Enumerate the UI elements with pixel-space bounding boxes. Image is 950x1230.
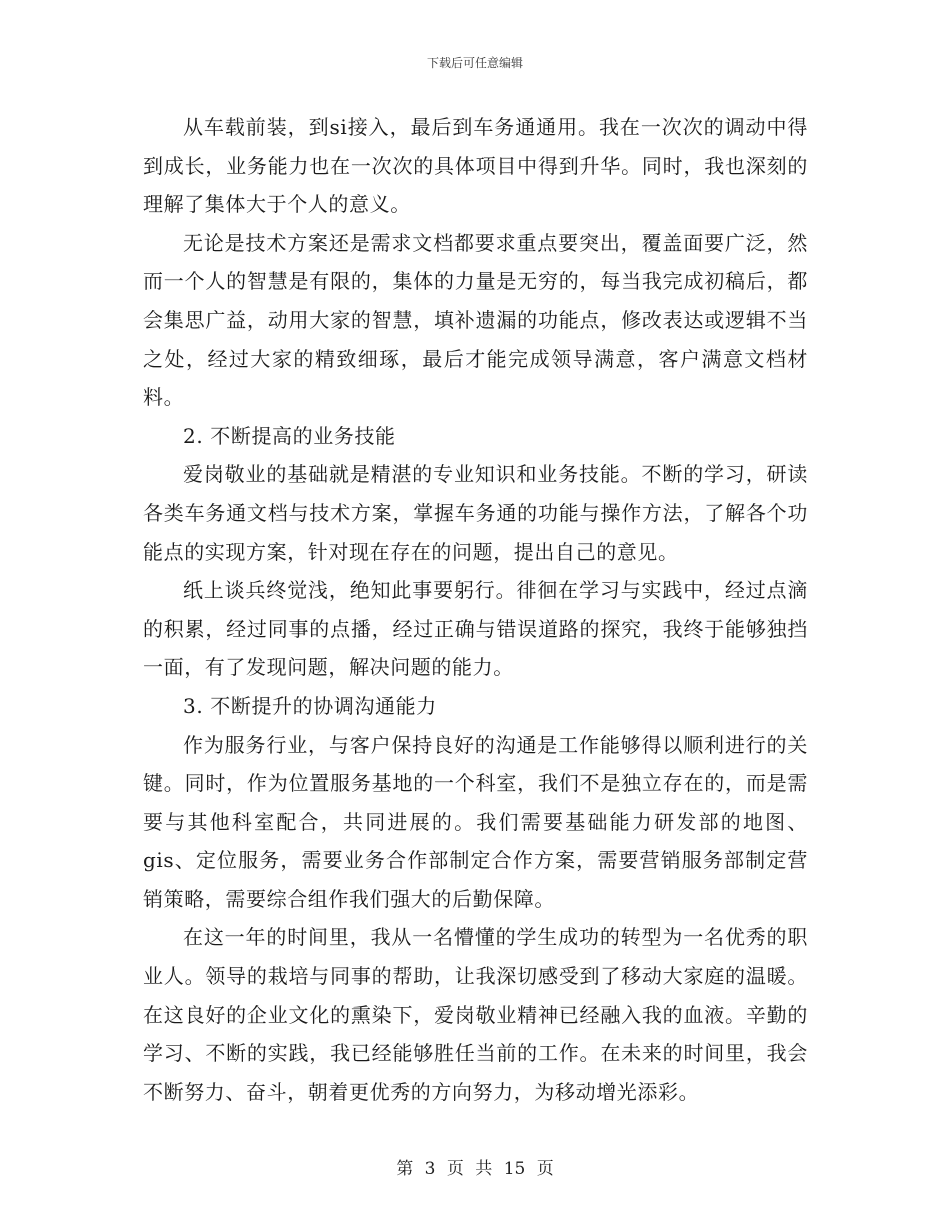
paragraph: 从车载前装，到si接入，最后到车务通通用。我在一次次的调动中得到成长，业务能力也在一次次的具体项目中得到升华。同时，我也深刻的理解了集体大于个人的意义。 xyxy=(143,115,808,217)
page-number-footer: 第 3 页 共 15 页 xyxy=(396,1159,554,1179)
paragraph: 爱岗敬业的基础就是精湛的专业知识和业务技能。不断的学习，研读各类车务通文档与技术方案，掌握车务通的功能与操作方法，了解各个功能点的实现方案，针对现在存在的问题，提出自己的意见。 xyxy=(143,462,808,564)
section-heading: 2. 不断提高的业务技能 xyxy=(183,423,396,448)
paragraph: 作为服务行业，与客户保持良好的沟通是工作能够得以顺利进行的关键。同时，作为位置服务基地的一个科室，我们不是独立存在的，而是需要与其他科室配合，共同进展的。我们需要基础能力研发部的地图、gis、定位服务，需要业务合作部制定合作方案，需要营销服务部制定营销策略，需要综合组作我们强大的后勤保障。 xyxy=(143,732,808,911)
section-heading: 3. 不断提升的协调沟通能力 xyxy=(183,693,437,718)
document-body xyxy=(143,108,808,1111)
page-header: 下载后可任意编辑 xyxy=(426,56,523,70)
paragraph: 无论是技术方案还是需求文档都要求重点要突出，覆盖面要广泛，然而一个人的智慧是有限的，集体的力量是无穷的，每当我完成初稿后，都会集思广益，动用大家的智慧，填补遗漏的功能点，修改表达或逻辑不当之处，经过大家的精致细琢，最后才能完成领导满意，客户满意文档材料。 xyxy=(143,230,808,410)
paragraph: 纸上谈兵终觉浅，绝知此事要躬行。徘徊在学习与实践中，经过点滴的积累，经过同事的点播，经过正确与错误道路的探究，我终于能够独挡一面，有了发现问题，解决问题的能力。 xyxy=(143,578,808,680)
paragraph: 在这一年的时间里，我从一名懵懂的学生成功的转型为一名优秀的职业人。领导的栽培与同事的帮助，让我深切感受到了移动大家庭的温暖。在这良好的企业文化的熏染下，爱岗敬业精神已经融入我的血液。辛勤的学习、不断的实践，我已经能够胜任当前的工作。在未来的时间里，我会不断努力、奋斗，朝着更优秀的方向努力，为移动增光添彩。 xyxy=(143,925,808,1104)
